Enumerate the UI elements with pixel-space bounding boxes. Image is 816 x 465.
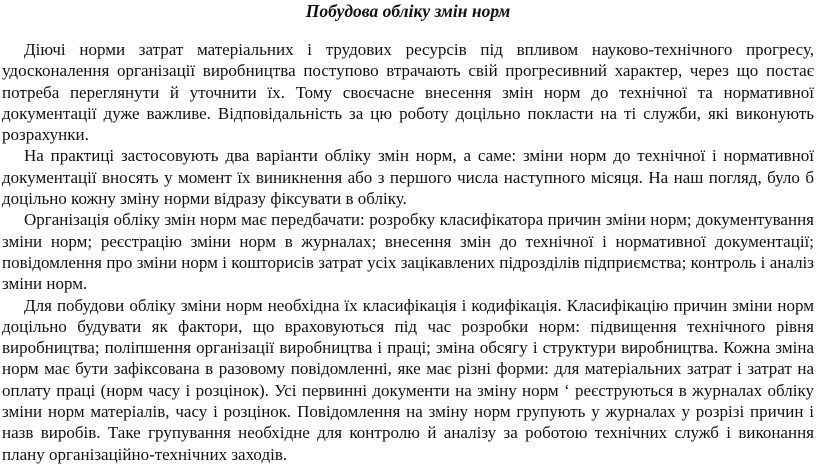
paragraph-1: Діючі норми затрат матеріальних і трудових ресурсів під впливом науково-технічного прогресу, удосконалення організації виробництва поступово втрачають свій прогресивний характер, через що постає потреба переглянути й уточнити їх. Тому своєчасне внесення змін норм до технічної та нормативної документації дуже важливе. Відповідальність за цю роботу доцільно покласти на ті служби, які виконують розрахунки.: [2, 40, 814, 145]
paragraph-3: Організація обліку змін норм має передбачати: розробку класифікатора причин зміни норм; документування зміни норм; реєстрацію зміни норм в журналах; внесення змін до технічної і нормативної документації; повідомлення про зміни норм і кошторисів затрат усіх зацікавлених підрозділів підприємства; контроль і аналіз зміни норм.: [2, 210, 814, 294]
title-spacer: [2, 21, 814, 39]
paragraph-2: На практиці застосовують два варіанти обліку змін норм, а саме: зміни норм до технічної і нормативної документації вносять у момент їх виникнення або з першого числа наступного місяця. На наш погляд, було б доцільно кожну зміну норми відразу фіксувати в обліку.: [2, 146, 814, 209]
paragraph-4: Для побудови обліку зміни норм необхідна їх класифікація і кодифікація. Класифікацію причин зміни норм доцільно будувати як фактори, що враховуються під час розробки норм: підвищення технічного рівня виробництва; поліпшення організації виробництва і праці; зміна обсягу і структури виробництва. Кожна зміна норм має бути зафіксована в разовому повідомленні, яке має різні форми: для матеріальних затрат і затрат на оплату праці (норм часу і розцінок). Усі первинні документи на зміну норм ‘ реєструються в журналах обліку зміни норм матеріалів, часу і розцінок. Повідомлення на зміну норм групують у журналах у розрізі причин і назв виробів. Таке групування необхідне для контролю й аналізу за роботою технічних служб і виконання плану організаційно-технічних заходів.: [2, 295, 814, 464]
document-title: Побудова обліку змін норм: [305, 1, 511, 21]
